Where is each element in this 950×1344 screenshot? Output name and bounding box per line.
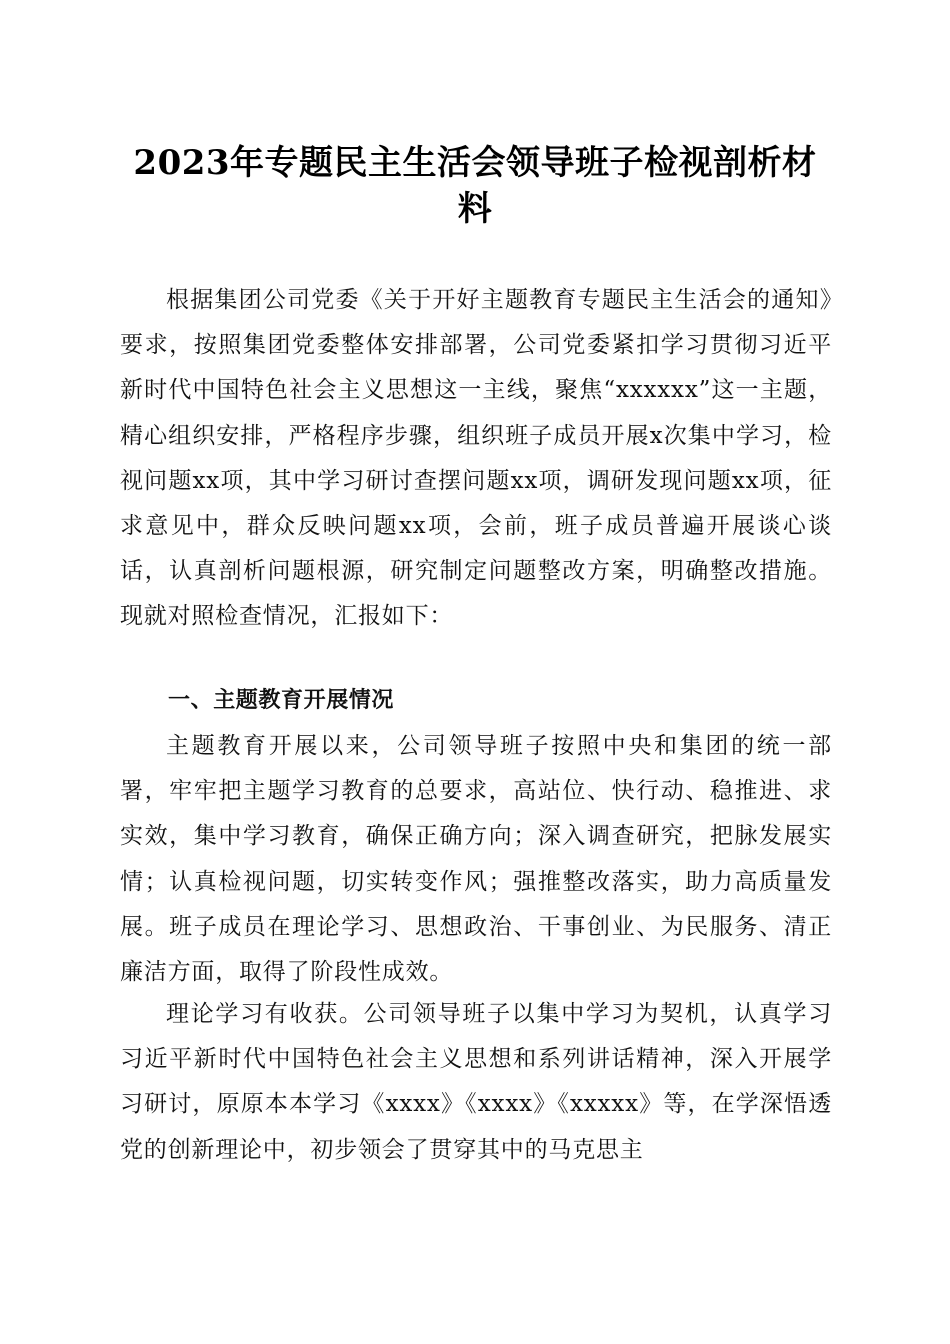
section-paragraph: 理论学习有收获。公司领导班子以集中学习为契机，认真学习习近平新时代中国特色社会主义思想和系列讲话精神，深入开展学习研讨，原原本本学习《xxxx》《xxxx》《xxxxx》等，在学深悟透党的创新理论中，初步领会了贯穿其中的马克思主: [120, 1001, 832, 1163]
section-heading: 一、主题教育开展情况: [168, 688, 395, 713]
document-title: 2023年专题民主生活会领导班子检视剖析材料: [133, 143, 817, 229]
intro-paragraph: 根据集团公司党委《关于开好主题教育专题民主生活会的通知》要求，按照集团党委整体安排部署，公司党委紧扣学习贯彻习近平新时代中国特色社会主义思想这一主线，聚焦“xxxxxx”这一主题，精心组织安排，严格程序步骤，组织班子成员开展x次集中学习，检视问题xx项，其中学习研讨查摆问题xx项，调研发现问题xx项，征求意见中，群众反映问题xx项，会前，班子成员普遍开展谈心谈话，认真剖析问题根源，研究制定问题整改方案，明确整改措施。现就对照检查情况，汇报如下：: [120, 287, 832, 630]
section-paragraph: 主题教育开展以来，公司领导班子按照中央和集团的统一部署，牢牢把主题学习教育的总要求，高站位、快行动、稳推进、求实效，集中学习教育，确保正确方向；深入调查研究，把脉发展实情；认真检视问题，切实转变作风；强推整改落实，助力高质量发展。班子成员在理论学习、思想政治、干事创业、为民服务、清正廉洁方面，取得了阶段性成效。: [120, 733, 832, 986]
